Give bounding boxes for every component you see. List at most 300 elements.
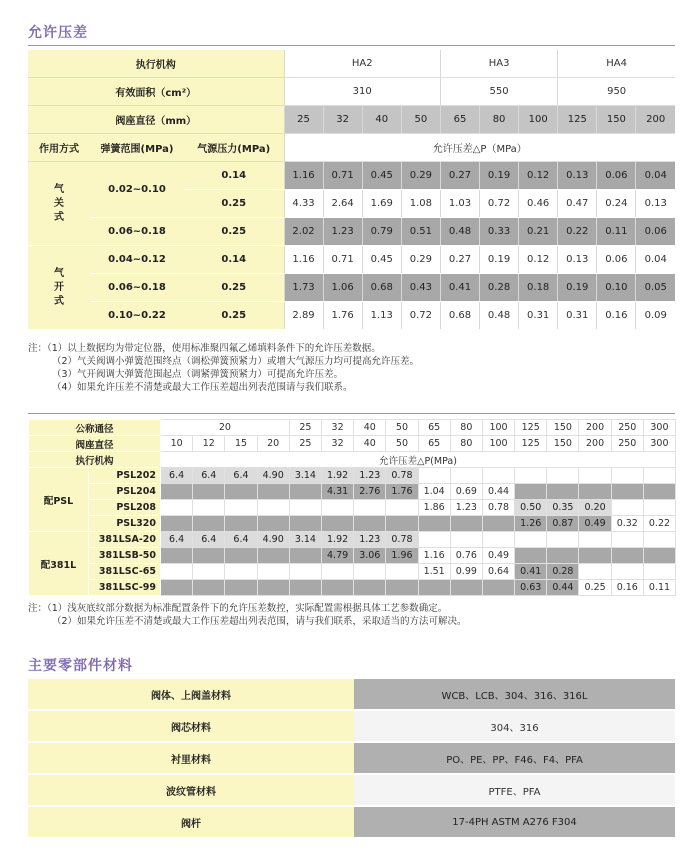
material-row	[28, 806, 675, 838]
dp-value-cell: 4.31	[321, 484, 353, 500]
dp-value-cell	[515, 548, 547, 564]
dp-value-cell	[547, 532, 579, 548]
dp-value-cell	[225, 516, 257, 532]
dp-value-cell	[579, 564, 611, 580]
spring-cell: 0.04~0.12	[90, 246, 184, 274]
dp-value-cell	[257, 580, 289, 596]
dp-value-cell	[321, 580, 353, 596]
dp-value-cell: 1.69	[362, 190, 401, 218]
dp-value-cell: 0.28	[547, 564, 579, 580]
dp-value-cell: 0.48	[440, 218, 479, 246]
nominal-label: 公称通径	[29, 420, 161, 436]
dp-value-cell	[289, 580, 321, 596]
nominal-cell: 40	[354, 420, 386, 436]
dp-value-cell: 3.14	[289, 468, 321, 484]
material-row	[28, 710, 675, 742]
area-label: 有效面积（cm²）	[28, 78, 284, 106]
seat-cell: 65	[440, 106, 479, 134]
dp-value-cell: 0.18	[519, 274, 558, 302]
dp-value-cell: 0.68	[362, 274, 401, 302]
data-row	[29, 580, 676, 596]
dp-value-cell	[482, 516, 514, 532]
model-name: PSL320	[89, 516, 161, 532]
nominal-cell: 200	[579, 420, 611, 436]
nominal-cell: 125	[515, 420, 547, 436]
dp-value-cell: 0.29	[401, 162, 440, 190]
dp-value-cell	[450, 468, 482, 484]
dp-value-cell	[386, 564, 418, 580]
dp-value-cell	[193, 516, 225, 532]
dp-value-cell: 0.50	[515, 500, 547, 516]
dp-value-cell: 2.89	[284, 302, 323, 330]
dp-value-cell	[257, 484, 289, 500]
dp-value-cell	[161, 564, 193, 580]
dp-value-cell	[289, 516, 321, 532]
header-row-actuator	[28, 50, 675, 78]
dp-value-cell: 0.16	[611, 580, 643, 596]
data-row	[28, 218, 675, 246]
seat-cell: 32	[323, 106, 362, 134]
dp-value-cell: 0.41	[515, 564, 547, 580]
note-line: （4）如果允许压差不清楚或最大工作压差超出列表范围请与我们联系。	[52, 382, 353, 393]
dp-value-cell: 0.64	[482, 564, 514, 580]
dp-value-cell	[321, 500, 353, 516]
dp-value-cell	[289, 548, 321, 564]
model-name: PSL208	[89, 500, 161, 516]
air-cell: 0.25	[184, 190, 284, 218]
dp-value-cell: 0.06	[597, 246, 636, 274]
seat-cell: 50	[386, 436, 418, 452]
dp-value-cell	[193, 500, 225, 516]
data-row	[29, 484, 676, 500]
seat-cell: 200	[579, 436, 611, 452]
nominal-cell: 100	[482, 420, 514, 436]
dp-value-cell: 4.90	[257, 468, 289, 484]
dp-value-cell	[193, 564, 225, 580]
dp-value-cell	[579, 548, 611, 564]
data-row	[29, 516, 676, 532]
seat-cell: 25	[284, 106, 323, 134]
dp-label: 允许压差△P（MPa）	[284, 134, 675, 162]
dp-value-cell	[161, 516, 193, 532]
dp-value-cell: 6.4	[225, 468, 257, 484]
air-label: 气源压力(MPa)	[184, 134, 284, 162]
spring-label: 弹簧范围(MPa)	[90, 134, 184, 162]
dp-value-cell: 1.16	[418, 548, 450, 564]
dp-value-cell: 0.19	[480, 162, 519, 190]
dp-value-cell: 4.90	[257, 532, 289, 548]
dp-value-cell: 0.12	[519, 246, 558, 274]
dp-value-cell	[225, 484, 257, 500]
seat-cell: 50	[401, 106, 440, 134]
air-cell: 0.25	[184, 302, 284, 330]
data-row	[29, 548, 676, 564]
dp-value-cell: 0.06	[636, 218, 675, 246]
dp-value-cell	[161, 580, 193, 596]
dp-value-cell	[579, 532, 611, 548]
dp-value-cell: 1.23	[450, 500, 482, 516]
header-row-actuator	[29, 452, 676, 468]
seat-cell: 80	[450, 436, 482, 452]
dp-value-cell	[643, 484, 675, 500]
dp-value-cell: 0.35	[547, 500, 579, 516]
material-row	[28, 679, 675, 710]
dp-value-cell	[450, 516, 482, 532]
seat-cell: 25	[289, 436, 321, 452]
dp-value-cell	[611, 468, 643, 484]
section-title-materials: 主要零部件材料	[28, 658, 133, 674]
dp-value-cell	[547, 548, 579, 564]
note-line: 注：（1）以上数据均为带定位器，使用标准聚四氟乙烯填料条件下的允许压差数据。	[28, 343, 381, 354]
seat-cell: 125	[515, 436, 547, 452]
data-row	[29, 468, 676, 484]
dp-value-cell: 0.13	[558, 162, 597, 190]
dp-value-cell: 1.16	[284, 162, 323, 190]
material-value: 304、316	[354, 710, 675, 742]
material-part: 阀杆	[28, 806, 354, 838]
dp-value-cell	[643, 564, 675, 580]
dp-value-cell: 0.76	[450, 548, 482, 564]
spring-cell: 0.02~0.10	[90, 162, 184, 218]
header-row-nominal	[29, 420, 676, 436]
material-part: 阀芯材料	[28, 710, 354, 742]
model-name: 381LSB-50	[89, 548, 161, 564]
dp-value-cell	[547, 468, 579, 484]
dp-value-cell: 6.4	[193, 468, 225, 484]
model-name: 381LSC-99	[89, 580, 161, 596]
allowable-dp-table-ha	[28, 50, 675, 330]
dp-value-cell: 0.79	[362, 218, 401, 246]
air-cell: 0.25	[184, 274, 284, 302]
notes-2	[28, 602, 675, 628]
dp-label: 允许压差△P(MPa)	[161, 452, 676, 468]
dp-value-cell	[386, 516, 418, 532]
dp-value-cell: 1.06	[323, 274, 362, 302]
dp-value-cell	[161, 548, 193, 564]
section-title-allowable-dp: 允许压差	[28, 25, 88, 41]
dp-value-cell: 2.64	[323, 190, 362, 218]
dp-value-cell: 0.44	[547, 580, 579, 596]
material-value: PO、PE、PP、F46、F4、PFA	[354, 742, 675, 774]
dp-value-cell	[579, 484, 611, 500]
seat-cell: 125	[558, 106, 597, 134]
dp-value-cell	[386, 580, 418, 596]
dp-value-cell: 0.48	[480, 302, 519, 330]
spring-cell: 0.10~0.22	[90, 302, 184, 330]
data-row	[28, 246, 675, 274]
group-psl: 配PSL	[29, 468, 89, 532]
divider	[28, 45, 675, 46]
dp-value-cell	[321, 564, 353, 580]
dp-value-cell: 1.23	[323, 218, 362, 246]
dp-value-cell	[386, 500, 418, 516]
seat-label: 阀座直径（mm）	[28, 106, 284, 134]
dp-value-cell: 1.04	[418, 484, 450, 500]
data-row	[29, 500, 676, 516]
seat-cell: 200	[636, 106, 675, 134]
spring-cell: 0.06~0.18	[90, 218, 184, 246]
data-row	[28, 274, 675, 302]
mode-open-cell: 气 开 式	[28, 246, 90, 330]
note-line: 注：（1）浅灰底纹部分数据为标准配置条件下的允许压差数控，实际配置需根据具体工艺参数确定。	[28, 603, 448, 614]
note-line: （2）气关阀调小弹簧范围终点（调松弹簧预紧力）或增大气源压力均可提高允许压差。	[52, 356, 420, 367]
seat-cell: 150	[547, 436, 579, 452]
dp-value-cell	[643, 500, 675, 516]
dp-value-cell	[418, 468, 450, 484]
dp-value-cell: 0.78	[482, 500, 514, 516]
material-value: 17-4PH ASTM A276 F304	[354, 806, 675, 838]
dp-value-cell: 3.06	[354, 548, 386, 564]
dp-value-cell	[611, 484, 643, 500]
dp-value-cell: 0.49	[579, 516, 611, 532]
dp-value-cell: 0.32	[611, 516, 643, 532]
dp-value-cell: 2.76	[354, 484, 386, 500]
dp-value-cell: 0.69	[450, 484, 482, 500]
dp-value-cell: 1.76	[323, 302, 362, 330]
material-row	[28, 742, 675, 774]
dp-value-cell	[257, 516, 289, 532]
dp-value-cell: 0.04	[636, 162, 675, 190]
dp-value-cell: 4.79	[321, 548, 353, 564]
dp-value-cell: 1.26	[515, 516, 547, 532]
notes-1	[28, 342, 675, 394]
material-value: PTFE、PFA	[354, 774, 675, 806]
nominal-cell: 20	[161, 420, 290, 436]
dp-value-cell: 0.78	[386, 532, 418, 548]
dp-value-cell	[482, 468, 514, 484]
dp-value-cell	[611, 548, 643, 564]
dp-value-cell	[515, 484, 547, 500]
dp-value-cell: 0.68	[440, 302, 479, 330]
dp-value-cell: 1.73	[284, 274, 323, 302]
seat-cell: 100	[482, 436, 514, 452]
dp-value-cell	[643, 468, 675, 484]
header-row-seat	[29, 436, 676, 452]
dp-value-cell: 4.33	[284, 190, 323, 218]
actuator-cell: HA2	[284, 50, 440, 78]
material-part: 阀体、上阀盖材料	[28, 679, 354, 710]
dp-value-cell	[643, 532, 675, 548]
data-row	[28, 302, 675, 330]
area-cell: 550	[440, 78, 557, 106]
data-row	[29, 564, 676, 580]
note-line: （3）气开阀调大弹簧范围起点（调紧弹簧预紧力）可提高允许压差。	[52, 369, 344, 380]
dp-value-cell: 6.4	[193, 532, 225, 548]
header-row-columns	[28, 134, 675, 162]
nominal-cell: 25	[289, 420, 321, 436]
material-part: 衬里材料	[28, 742, 354, 774]
seat-cell: 12	[193, 436, 225, 452]
dp-value-cell: 1.08	[401, 190, 440, 218]
dp-value-cell: 6.4	[161, 532, 193, 548]
dp-value-cell: 0.31	[519, 302, 558, 330]
dp-value-cell	[161, 500, 193, 516]
dp-value-cell: 0.51	[401, 218, 440, 246]
dp-value-cell: 0.16	[597, 302, 636, 330]
dp-value-cell: 6.4	[225, 532, 257, 548]
dp-value-cell: 0.78	[386, 468, 418, 484]
nominal-cell: 300	[643, 420, 675, 436]
seat-cell: 65	[418, 436, 450, 452]
dp-value-cell: 0.20	[579, 500, 611, 516]
model-name: PSL202	[89, 468, 161, 484]
dp-value-cell	[193, 580, 225, 596]
seat-cell: 32	[321, 436, 353, 452]
dp-value-cell: 0.99	[450, 564, 482, 580]
dp-value-cell: 0.19	[480, 246, 519, 274]
nominal-cell: 80	[450, 420, 482, 436]
dp-value-cell: 0.11	[597, 218, 636, 246]
actuator-label: 执行机构	[28, 50, 284, 78]
dp-value-cell	[225, 548, 257, 564]
dp-value-cell	[257, 500, 289, 516]
dp-value-cell: 0.09	[636, 302, 675, 330]
dp-value-cell	[643, 548, 675, 564]
dp-value-cell: 0.87	[547, 516, 579, 532]
seat-cell: 250	[611, 436, 643, 452]
dp-value-cell: 0.29	[401, 246, 440, 274]
data-row	[29, 532, 676, 548]
materials-table	[28, 679, 675, 839]
dp-value-cell	[418, 532, 450, 548]
model-name: 381LSA-20	[89, 532, 161, 548]
dp-value-cell	[354, 580, 386, 596]
area-cell: 310	[284, 78, 440, 106]
actuator-label: 执行机构	[29, 452, 161, 468]
dp-value-cell: 1.23	[354, 532, 386, 548]
model-name: 381LSC-65	[89, 564, 161, 580]
dp-value-cell: 0.24	[597, 190, 636, 218]
dp-value-cell: 1.51	[418, 564, 450, 580]
dp-value-cell: 0.63	[515, 580, 547, 596]
dp-value-cell	[515, 532, 547, 548]
dp-value-cell	[257, 564, 289, 580]
nominal-cell: 32	[321, 420, 353, 436]
seat-label: 阀座直径	[29, 436, 161, 452]
actuator-cell: HA3	[440, 50, 557, 78]
dp-value-cell: 0.45	[362, 162, 401, 190]
group-381l: 配381L	[29, 532, 89, 596]
dp-value-cell: 1.92	[321, 468, 353, 484]
dp-value-cell: 0.46	[519, 190, 558, 218]
dp-value-cell	[225, 500, 257, 516]
nominal-cell: 50	[386, 420, 418, 436]
seat-cell: 10	[161, 436, 193, 452]
dp-value-cell: 0.33	[480, 218, 519, 246]
dp-value-cell: 0.27	[440, 246, 479, 274]
seat-cell: 20	[257, 436, 289, 452]
dp-value-cell: 0.11	[643, 580, 675, 596]
dp-value-cell	[611, 564, 643, 580]
nominal-cell: 65	[418, 420, 450, 436]
dp-value-cell: 2.02	[284, 218, 323, 246]
dp-value-cell	[257, 548, 289, 564]
dp-value-cell	[547, 484, 579, 500]
dp-value-cell: 0.47	[558, 190, 597, 218]
model-name: PSL204	[89, 484, 161, 500]
dp-value-cell: 0.72	[401, 302, 440, 330]
dp-value-cell	[193, 548, 225, 564]
material-part: 波纹管材料	[28, 774, 354, 806]
dp-value-cell	[354, 516, 386, 532]
seat-cell: 15	[225, 436, 257, 452]
dp-value-cell: 0.49	[482, 548, 514, 564]
dp-value-cell: 0.06	[597, 162, 636, 190]
header-row-seat	[28, 106, 675, 134]
dp-value-cell	[225, 580, 257, 596]
dp-value-cell: 0.31	[558, 302, 597, 330]
dp-value-cell: 0.13	[558, 246, 597, 274]
seat-cell: 80	[480, 106, 519, 134]
dp-value-cell: 0.19	[558, 274, 597, 302]
dp-value-cell: 0.10	[597, 274, 636, 302]
seat-cell: 40	[354, 436, 386, 452]
dp-value-cell	[161, 484, 193, 500]
area-cell: 950	[558, 78, 675, 106]
dp-value-cell: 0.04	[636, 246, 675, 274]
dp-value-cell: 1.03	[440, 190, 479, 218]
dp-value-cell: 0.25	[579, 580, 611, 596]
dp-value-cell: 0.43	[401, 274, 440, 302]
dp-value-cell	[482, 580, 514, 596]
material-value: WCB、LCB、304、316、316L	[354, 679, 675, 710]
dp-value-cell: 0.22	[643, 516, 675, 532]
dp-value-cell	[450, 580, 482, 596]
dp-value-cell: 6.4	[161, 468, 193, 484]
dp-value-cell: 0.41	[440, 274, 479, 302]
dp-value-cell	[289, 564, 321, 580]
dp-value-cell: 1.96	[386, 548, 418, 564]
mode-close-cell: 气 关 式	[28, 162, 90, 246]
dp-value-cell: 0.28	[480, 274, 519, 302]
dp-value-cell	[515, 468, 547, 484]
air-cell: 0.25	[184, 218, 284, 246]
dp-value-cell: 0.22	[558, 218, 597, 246]
dp-value-cell	[450, 532, 482, 548]
mode-label: 作用方式	[28, 134, 90, 162]
dp-value-cell	[193, 484, 225, 500]
dp-value-cell: 0.13	[636, 190, 675, 218]
dp-value-cell: 0.71	[323, 246, 362, 274]
dp-value-cell: 0.44	[482, 484, 514, 500]
dp-value-cell: 1.92	[321, 532, 353, 548]
dp-value-cell: 0.27	[440, 162, 479, 190]
dp-value-cell: 1.13	[362, 302, 401, 330]
actuator-cell: HA4	[558, 50, 675, 78]
dp-value-cell: 0.45	[362, 246, 401, 274]
nominal-cell: 150	[547, 420, 579, 436]
nominal-cell: 250	[611, 420, 643, 436]
dp-value-cell	[579, 468, 611, 484]
dp-value-cell: 0.12	[519, 162, 558, 190]
seat-cell: 100	[519, 106, 558, 134]
divider	[28, 413, 675, 414]
header-row-area	[28, 78, 675, 106]
dp-value-cell	[354, 500, 386, 516]
seat-cell: 40	[362, 106, 401, 134]
dp-value-cell	[418, 516, 450, 532]
dp-value-cell	[611, 532, 643, 548]
data-row	[28, 162, 675, 190]
dp-value-cell: 0.71	[323, 162, 362, 190]
dp-value-cell: 3.14	[289, 532, 321, 548]
dp-value-cell	[225, 564, 257, 580]
dp-value-cell: 1.16	[284, 246, 323, 274]
air-cell: 0.14	[184, 162, 284, 190]
dp-value-cell: 1.23	[354, 468, 386, 484]
dp-value-cell	[321, 516, 353, 532]
air-cell: 0.14	[184, 246, 284, 274]
